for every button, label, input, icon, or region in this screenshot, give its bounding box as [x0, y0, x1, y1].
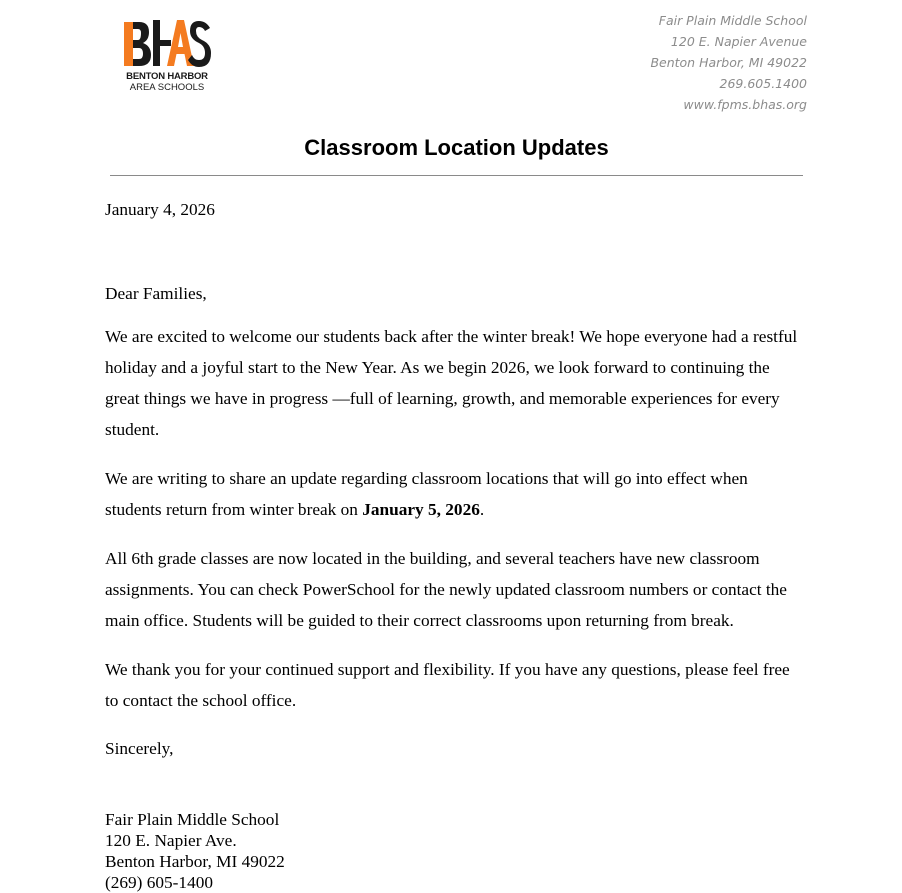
paragraph-thanks: We thank you for your continued support and flexibility. If you have any questions, please feel free to contact the school office. [105, 660, 790, 710]
paragraph-welcome: We are excited to welcome our students back after the winter break! We hope everyone had a restful holiday and a joyful start to the New Year. As we begin 2026, we look forward to continuing the great things we have in progress —full of learning, growth, and memorable experiences for every student. [105, 327, 798, 439]
signature-block [105, 809, 285, 893]
effective-date: January 5, 2026 [362, 500, 480, 519]
paragraph-update-notice [105, 463, 805, 525]
paragraph-update-text: We are writing to share an update regarding classroom locations that will go into effect when students return from winter break on [105, 469, 748, 519]
letter-date: January 4, 2026 [105, 200, 215, 219]
signature-street: 120 E. Napier Ave. [105, 831, 237, 850]
header-website: www.fpms.bhas.org [683, 97, 807, 112]
closing: Sincerely, [105, 739, 174, 758]
signature-school: Fair Plain Middle School [105, 810, 280, 829]
signature-phone: (269) 605-1400 [105, 873, 213, 892]
logo-text-line2: AREA SCHOOLS [129, 82, 205, 93]
header-phone: 269.605.1400 [719, 76, 807, 91]
paragraph-update-end: . [479, 500, 485, 519]
bhas-logo-mark-icon [122, 18, 212, 70]
header-address-block [650, 10, 807, 115]
header-city: Benton Harbor, MI 49022 [650, 55, 807, 70]
header-school-name: Fair Plain Middle School [658, 13, 807, 28]
header-street: 120 E. Napier Avenue [670, 34, 807, 49]
district-logo [122, 18, 214, 98]
title-divider [110, 175, 803, 176]
logo-text-line1: BENTON HARBOR [126, 71, 208, 82]
signature-city: Benton Harbor, MI 49022 [105, 852, 285, 871]
salutation: Dear Families, [105, 284, 207, 303]
paragraph-classroom-details: All 6th grade classes are now located in the building, and several teachers have new classroom assignments. You can check PowerSchool for the newly updated classroom numbers or contact the main office. Students will be guided to their correct classrooms upon returning from break. [105, 549, 787, 630]
document-title: Classroom Location Updates [304, 135, 609, 160]
